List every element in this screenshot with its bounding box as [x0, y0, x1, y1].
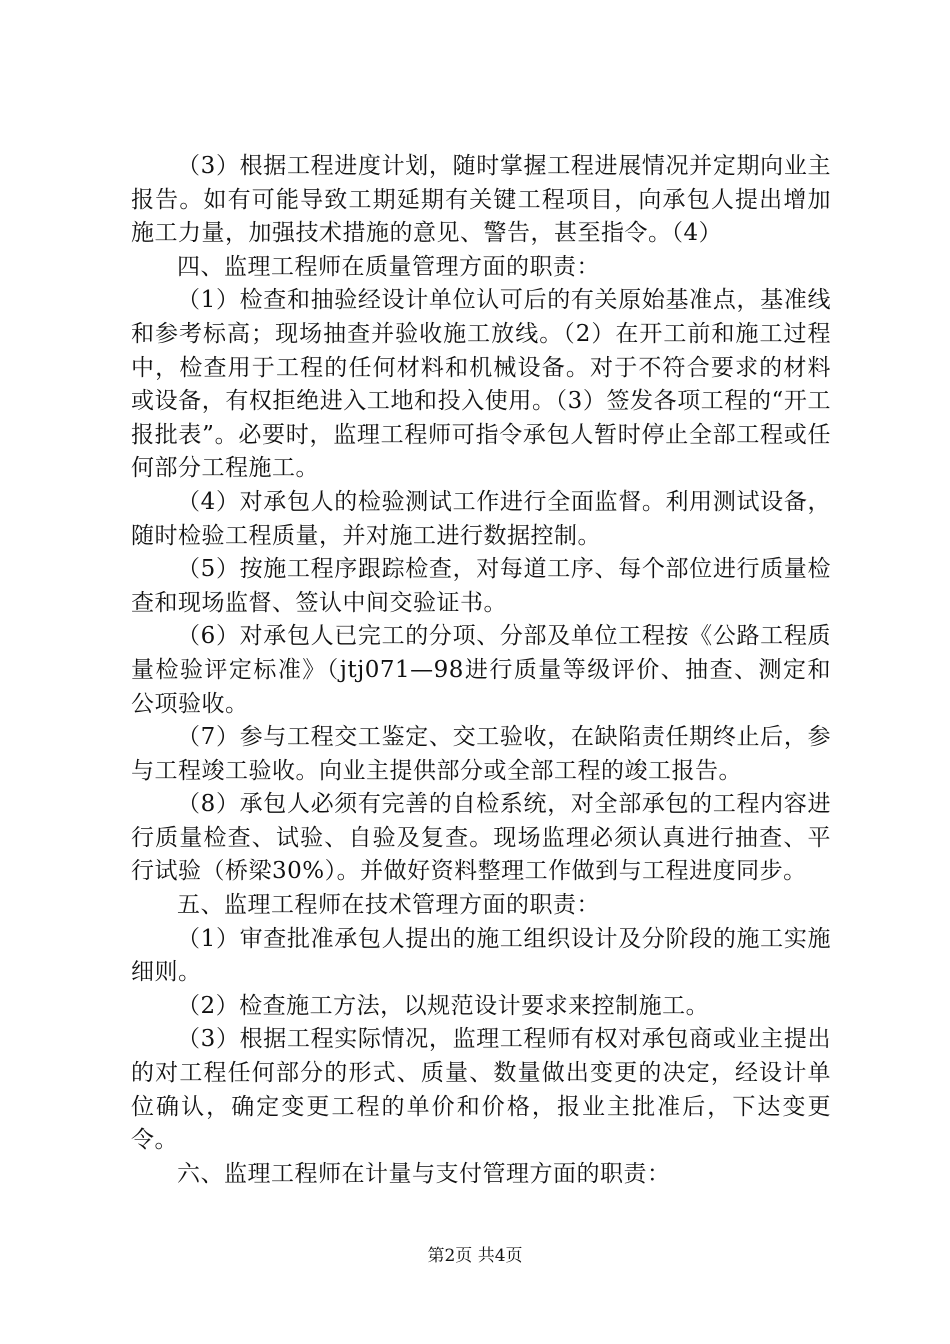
paragraph-quality-6: （6）对承包人已完工的分项、分部及单位工程按《公路工程质量检验评定标准》（jtj071—98进行质量等级评价、抽查、测定和公项验收。: [131, 623, 831, 717]
heading-metering-payment: 六、监理工程师在计量与支付管理方面的职责：: [177, 1160, 671, 1187]
paragraph-quality-7: （7）参与工程交工鉴定、交工验收，在缺陷责任期终止后，参与工程竣工验收。向业主提供部分或全部工程的竣工报告。: [131, 724, 831, 784]
paragraph-quality-8: （8）承包人必须有完善的自检系统，对全部承包的工程内容进行质量检查、试验、自验及复查。现场监理必须认真进行抽查、平行试验（桥梁30%）。并做好资料整理工作做到与工程进度同步。: [131, 791, 831, 885]
paragraph-quality-1-3: （1）检查和抽验经设计单位认可后的有关原始基准点，基准线和参考标高；现场抽查并验收施工放线。（2）在开工前和施工过程中，检查用于工程的任何材料和机械设备。对于不符合要求的材料或设备，有权拒绝进入工地和投入使用。（3）签发各项工程的“开工报批表”。必要时，监理工程师可指令承包人暂时停止全部工程或任何部分工程施工。: [131, 287, 831, 482]
paragraph-technical-3: （3）根据工程实际情况，监理工程师有权对承包商或业主提出的对工程任何部分的形式、质量、数量做出变更的决定，经设计单位确认，确定变更工程的单价和价格，报业主批准后，下达变更令。: [131, 1026, 831, 1154]
paragraph-progress-report: （3）根据工程进度计划，随时掌握工程进展情况并定期向业主报告。如有可能导致工期延期有关键工程项目，向承包人提出增加施工力量，加强技术措施的意见、警告，甚至指令。（4）: [131, 153, 831, 247]
paragraph-technical-1: （1）审查批准承包人提出的施工组织设计及分阶段的施工实施细则。: [131, 925, 831, 986]
paragraph-quality-4: （4）对承包人的检验测试工作进行全面监督。利用测试设备，随时检验工程质量，并对施工进行数据控制。: [131, 488, 831, 549]
page-number-footer: 第2页 共4页: [427, 1246, 523, 1266]
document-body: [131, 150, 831, 1191]
paragraph-quality-5: （5）按施工程序跟踪检查，对每道工序、每个部位进行质量检查和现场监督、签认中间交验证书。: [131, 556, 831, 616]
heading-quality-management: 四、监理工程师在质量管理方面的职责：: [177, 253, 600, 280]
heading-technical-management: 五、监理工程师在技术管理方面的职责：: [177, 892, 600, 919]
paragraph-technical-2: （2）检查施工方法，以规范设计要求来控制施工。: [177, 992, 710, 1019]
